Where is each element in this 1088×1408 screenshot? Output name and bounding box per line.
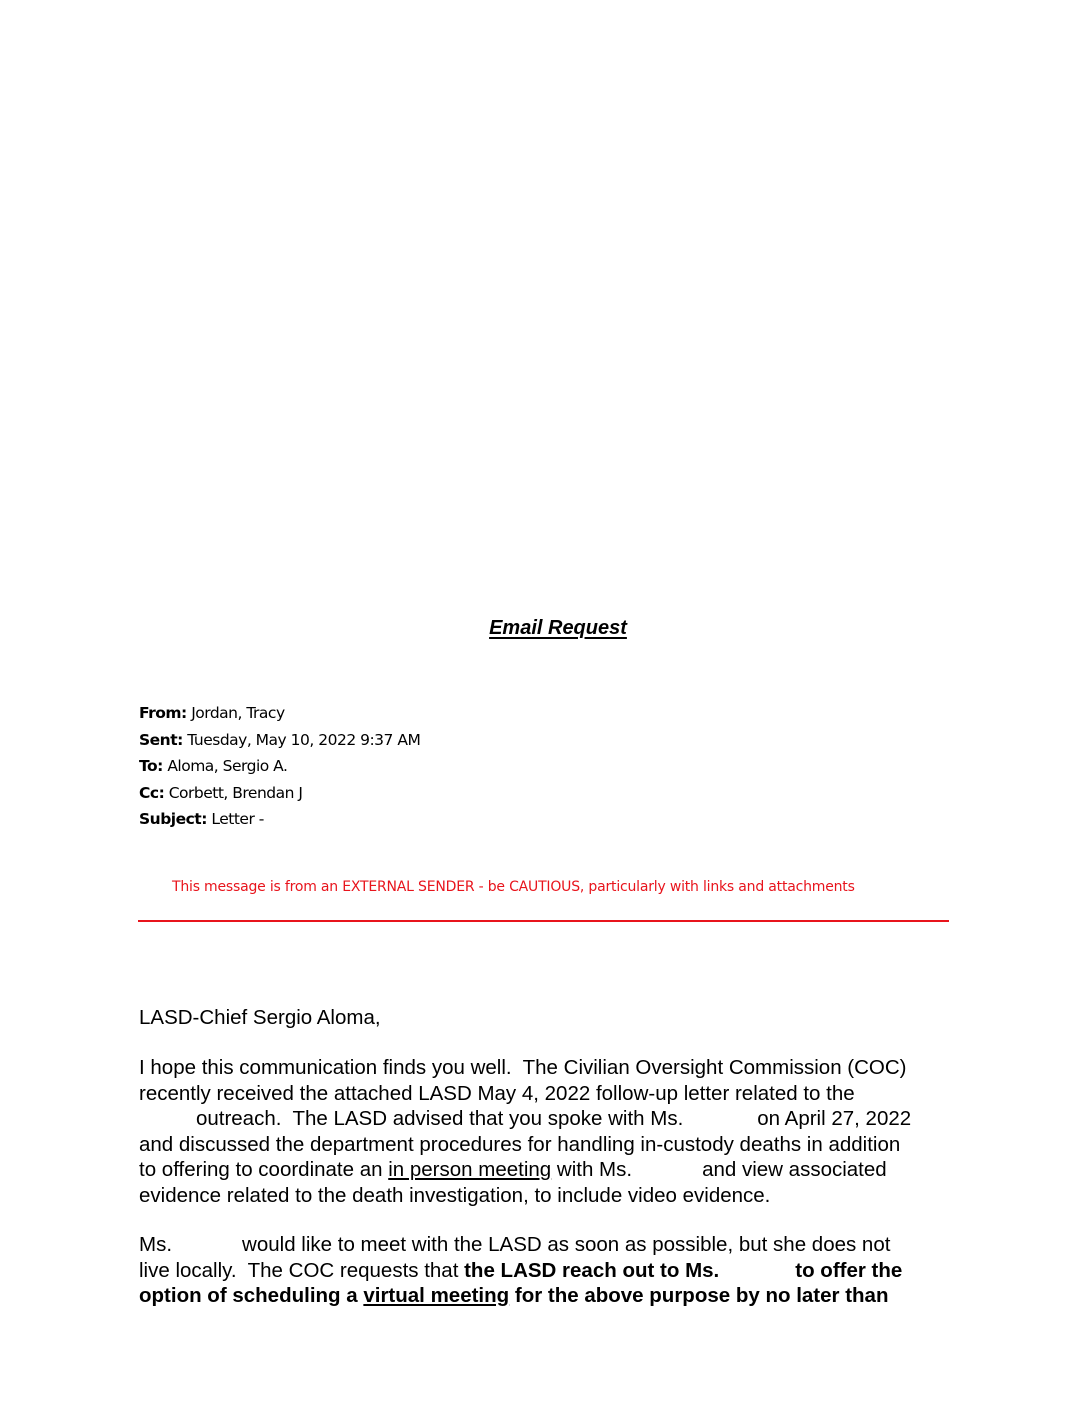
paragraph-line [139,1157,959,1183]
text-span: Ms. [139,1233,173,1256]
subject-label: Subject: [139,810,207,828]
paragraph-line [139,1132,959,1158]
from-label: From: [139,704,187,722]
header-from-row [139,700,420,727]
text-span: I hope this communication finds you well. The Civilian Oversight Commission (COC) [139,1056,907,1079]
paragraph-line [139,1106,959,1132]
header-subject-row [139,806,420,833]
text-span: recently received the attached LASD May 4, 2022 follow-up letter related to the [139,1081,855,1105]
paragraph-line [139,1183,959,1209]
to-label: To: [139,757,163,775]
underlined-text: in person meeting [388,1158,552,1181]
subject-value: Letter - [211,810,264,828]
greeting: LASD-Chief Sergio Aloma, [139,1006,381,1029]
text-span: with Ms. [551,1158,633,1181]
cc-value: Corbett, Brendan J [168,783,303,802]
header-sent-row [139,727,420,754]
sent-value: Tuesday, May 10, 2022 9:37 AM [187,730,421,749]
cc-label: Cc: [139,783,165,802]
page-title: Email Request [489,617,627,639]
warning-divider [138,920,949,922]
text-span: and view associated [702,1158,887,1181]
bold-text: to offer the [795,1258,903,1282]
text-span: to offering to coordinate an [139,1158,389,1181]
text-span: on April 27, 2022 [757,1107,912,1130]
sent-label: Sent: [139,730,183,749]
header-cc-row [139,780,420,807]
bold-text: the LASD reach out to Ms. [464,1258,720,1282]
body-paragraph-1 [139,1055,959,1208]
paragraph-line [139,1283,959,1309]
paragraph-line [139,1232,959,1258]
external-sender-warning: This message is from an EXTERNAL SENDER - be CAUTIOUS, particularly with links and attachments [172,879,855,895]
bold-text: for the above purpose by no later than [509,1284,889,1307]
text-span: live locally. The COC requests that [139,1258,465,1282]
to-value: Aloma, Sergio A. [167,757,288,775]
body-paragraph-2 [139,1232,959,1309]
paragraph-line [139,1081,959,1107]
text-span: outreach. The LASD advised that you spoke with Ms. [139,1107,684,1130]
text-span: would like to meet with the LASD as soon as possible, but she does not [242,1233,891,1256]
header-to-row [139,753,420,780]
text-span: and discussed the department procedures for handling in-custody deaths in addition [139,1132,901,1156]
bold-underlined-text: virtual meeting [363,1284,510,1307]
paragraph-line [139,1055,959,1081]
paragraph-line [139,1258,959,1284]
from-value: Jordan, Tracy [191,704,285,722]
bold-text: option of scheduling a [139,1284,364,1307]
text-span: evidence related to the death investigation, to include video evidence. [139,1183,771,1207]
email-header [139,700,420,833]
